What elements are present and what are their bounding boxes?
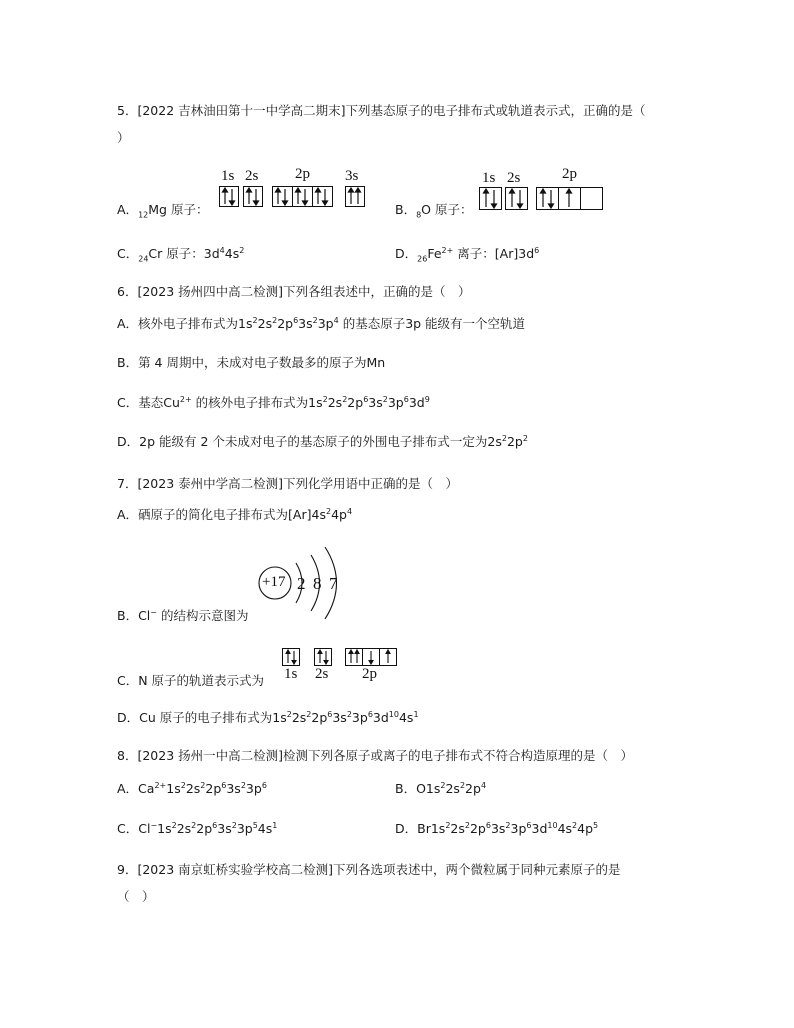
q9-stem-tail: （ ） (117, 889, 155, 904)
q9-stem: 9．[2023 南京虹桥实验学校高二检测]下列各选项表述中，两个微粒属于同种元素原子的是 (117, 862, 621, 877)
shell-2-electrons: 8 (313, 574, 322, 593)
q6-option-a: A．核外电子排布式为$1s^22s^22p^63s^23p^4$ 的基态原子3p 能级有一个空轨道 (117, 315, 526, 331)
orbital-label-2p: 2p (362, 666, 377, 682)
q7-option-b: B．Cl− 的结构示意图为 (117, 607, 249, 623)
orbital-label-2s: 2s (245, 168, 259, 184)
orbital-label-2p: 2p (562, 166, 577, 182)
q7-option-d: D．Cu 原子的电子排布式为$1s^22s^22p^63s^23p^63d^{10}4s^1$ (117, 709, 419, 725)
shell-3-electrons: 7 (329, 574, 338, 593)
q7-stem: 7．[2023 泰州中学高二检测]下列化学用语中正确的是（ ） (117, 476, 458, 491)
q5-option-d: D．$_{26}Fe^{2+}$ 离子：$[Ar]3d^6$ (395, 245, 540, 264)
orbital-label-2s: 2s (315, 666, 329, 682)
q6-option-b: B．第 4 周期中，未成对电子数最多的原子为Mn (117, 355, 386, 370)
orbital-label-1s: 1s (482, 170, 496, 186)
q6-option-c: C．基态$Cu^{2+}$ 的核外电子排布式为$1s^22s^22p^63s^23p^63d^9$ (117, 394, 430, 410)
q5-option-c: C．$_{24}$Cr 原子：$3d^44s^2$ (117, 245, 245, 264)
q6-option-d: D．2p 能级有 2 个未成对电子的基态原子的外围电子排布式一定为$2s^22p^2$ (117, 433, 528, 449)
orbital-label-2s: 2s (507, 170, 521, 186)
q8-option-b: B．$O1s^22s^22p^4$ (395, 780, 487, 796)
nucleus-charge: +17 (262, 574, 286, 590)
q5-stem-tail: ） (117, 130, 130, 145)
q5-option-a: A．$_{12}$Mg 原子： (117, 202, 209, 220)
orbital-label-1s: 1s (221, 168, 235, 184)
q5-option-b: B．$_8$O 原子： (395, 202, 473, 220)
q5-stem: 5．[2022 吉林油田第十一中学高二期末]下列基态原子的电子排布式或轨道表示式，正确的是（ (117, 103, 646, 118)
q7-option-c: C．N 原子的轨道表示式为 (117, 673, 265, 688)
q6-stem: 6．[2023 扬州四中高二检测]下列各组表述中，正确的是（ ） (117, 284, 471, 299)
orbital-label-2p: 2p (295, 166, 310, 182)
orbital-label-1s: 1s (284, 666, 298, 682)
q8-stem: 8．[2023 扬州一中高二检测]检测下列各原子或离子的电子排布式不符合构造原理的是（ ） (117, 748, 633, 763)
q7-option-a: A．硒原子的简化电子排布式为$[Ar]4s^24p^4$ (117, 506, 353, 522)
q8-option-d: D．$Br1s^22s^22p^63s^23p^63d^{10}4s^24p^5$ (395, 820, 599, 836)
q8-option-a: A．$Ca^{2+}1s^22s^22p^63s^23p^6$ (117, 780, 267, 796)
q8-option-c: C．$Cl^-1s^22s^22p^63s^23p^54s^1$ (117, 820, 278, 836)
orbital-label-3s: 3s (345, 168, 359, 184)
shell-1-electrons: 2 (297, 574, 306, 593)
